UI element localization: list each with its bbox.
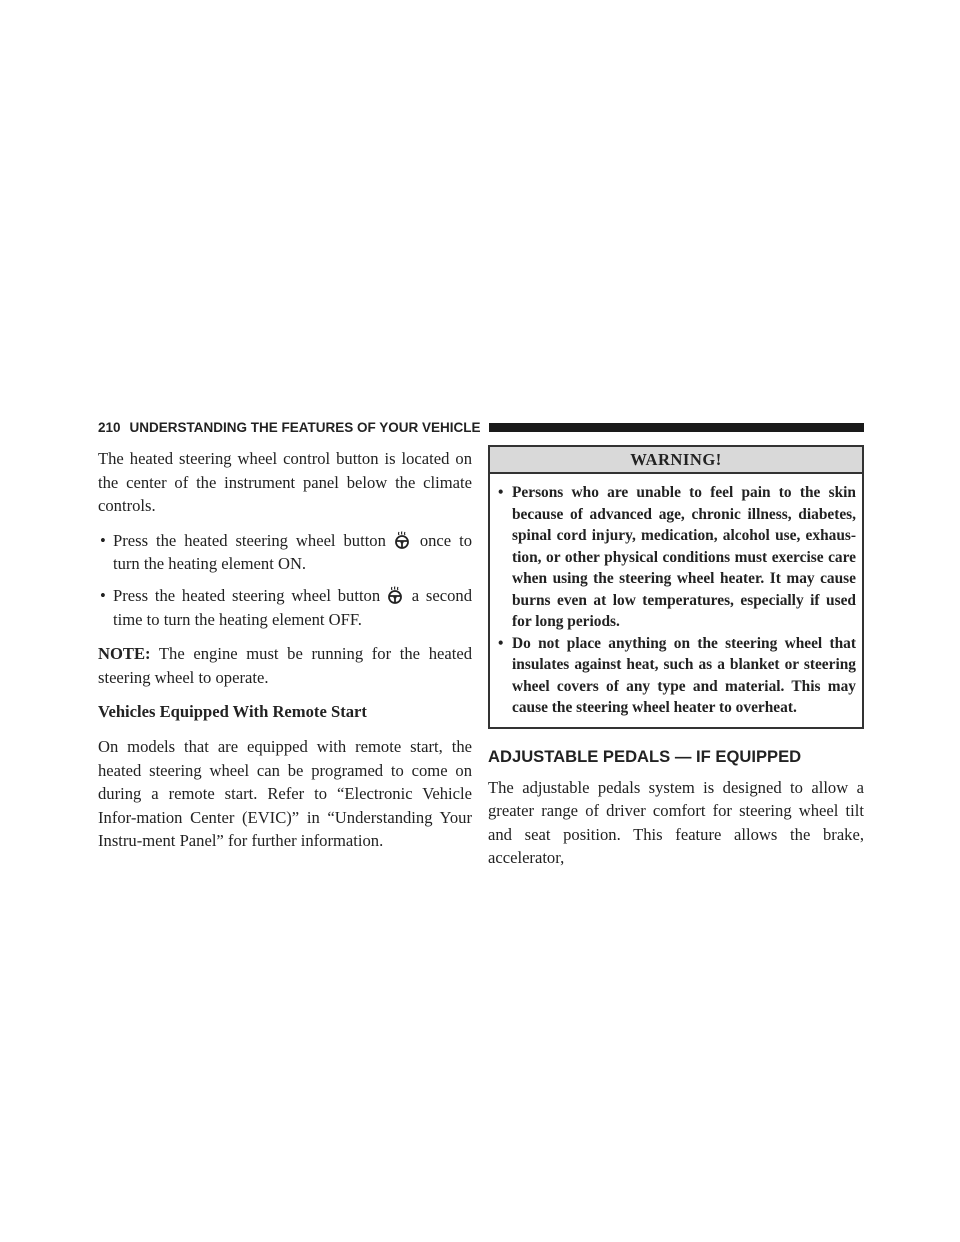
right-column bbox=[488, 445, 864, 870]
list-item: • Do not place anything on the steering wheel that insulates against heat, such as a blanket or steering wheel covers of any type and material. This may cause the steering wheel heater to overheat. bbox=[498, 634, 856, 716]
bullet-text-after: a second time to turn the heating element OFF. bbox=[113, 585, 472, 629]
page-number: 210 bbox=[98, 419, 121, 435]
bullet-text-before: Press the heated steering wheel button bbox=[113, 530, 386, 550]
section-paragraph: The adjustable pedals system is designed to allow a greater range of driver comfort for steering wheel tilt and seat position. This feature allows the brake, accelerator, bbox=[488, 777, 864, 868]
list-item: • Press the heated steering wheel button a second time to turn the heating element OFF. bbox=[100, 585, 472, 629]
section-heading: ADJUSTABLE PEDALS — IF EQUIPPED bbox=[488, 746, 802, 766]
note-label: NOTE: bbox=[98, 644, 151, 664]
intro-paragraph: The heated steering wheel control button is located on the center of the instrument panel below the climate controls. bbox=[98, 449, 472, 516]
page-header bbox=[98, 418, 864, 436]
left-column bbox=[98, 447, 472, 864]
bullet-text-before: Press the heated steering wheel button bbox=[113, 585, 381, 605]
remote-start-heading: Vehicles Equipped With Remote Start bbox=[98, 702, 367, 722]
note-text: The engine must be running for the heated steering wheel to operate. bbox=[98, 644, 472, 687]
warning-box bbox=[488, 445, 864, 729]
heated-steering-wheel-icon bbox=[394, 531, 410, 549]
heated-steering-wheel-icon bbox=[387, 586, 403, 604]
button-instructions-list bbox=[98, 529, 472, 631]
warning-title: WARNING! bbox=[490, 447, 862, 474]
list-item: • Persons who are unable to feel pain to the skin because of advanced age, chronic illness, diabetes, spinal cord injury, medication, alcohol use, exhaus-tion, or other physical conditions must exercise care when using the steering wheel heater. It may cause burns even at low temperatures, especially if used for long periods. bbox=[498, 484, 856, 630]
warning-text: Persons who are unable to feel pain to the skin because of advanced age, chronic illness, diabetes, spinal cord injury, medication, alcohol use, exhaus-tion, or other physical conditions must exercise care when using the steering wheel heater. It may cause burns even at low temperatures, especially if used for long periods. bbox=[512, 484, 856, 630]
bullet-text-after: once to turn the heating element ON. bbox=[113, 530, 472, 574]
warning-list bbox=[490, 474, 862, 727]
note-paragraph bbox=[98, 642, 472, 689]
list-item: • Press the heated steering wheel button once to turn the heating element ON. bbox=[100, 530, 472, 574]
remote-start-paragraph: On models that are equipped with remote start, the heated steering wheel can be programed to come on during a remote start. Refer to “Electronic Vehicle Infor-mation Center (EVIC)” in “Understanding Your Instru-ment Panel” for further information. bbox=[98, 736, 472, 851]
chapter-title: UNDERSTANDING THE FEATURES OF YOUR VEHICLE bbox=[129, 419, 481, 435]
header-rule bbox=[489, 423, 864, 432]
warning-text: Do not place anything on the steering wheel that insulates against heat, such as a blanket or steering wheel covers of any type and material. This may cause the steering wheel heater to overheat. bbox=[512, 634, 856, 716]
